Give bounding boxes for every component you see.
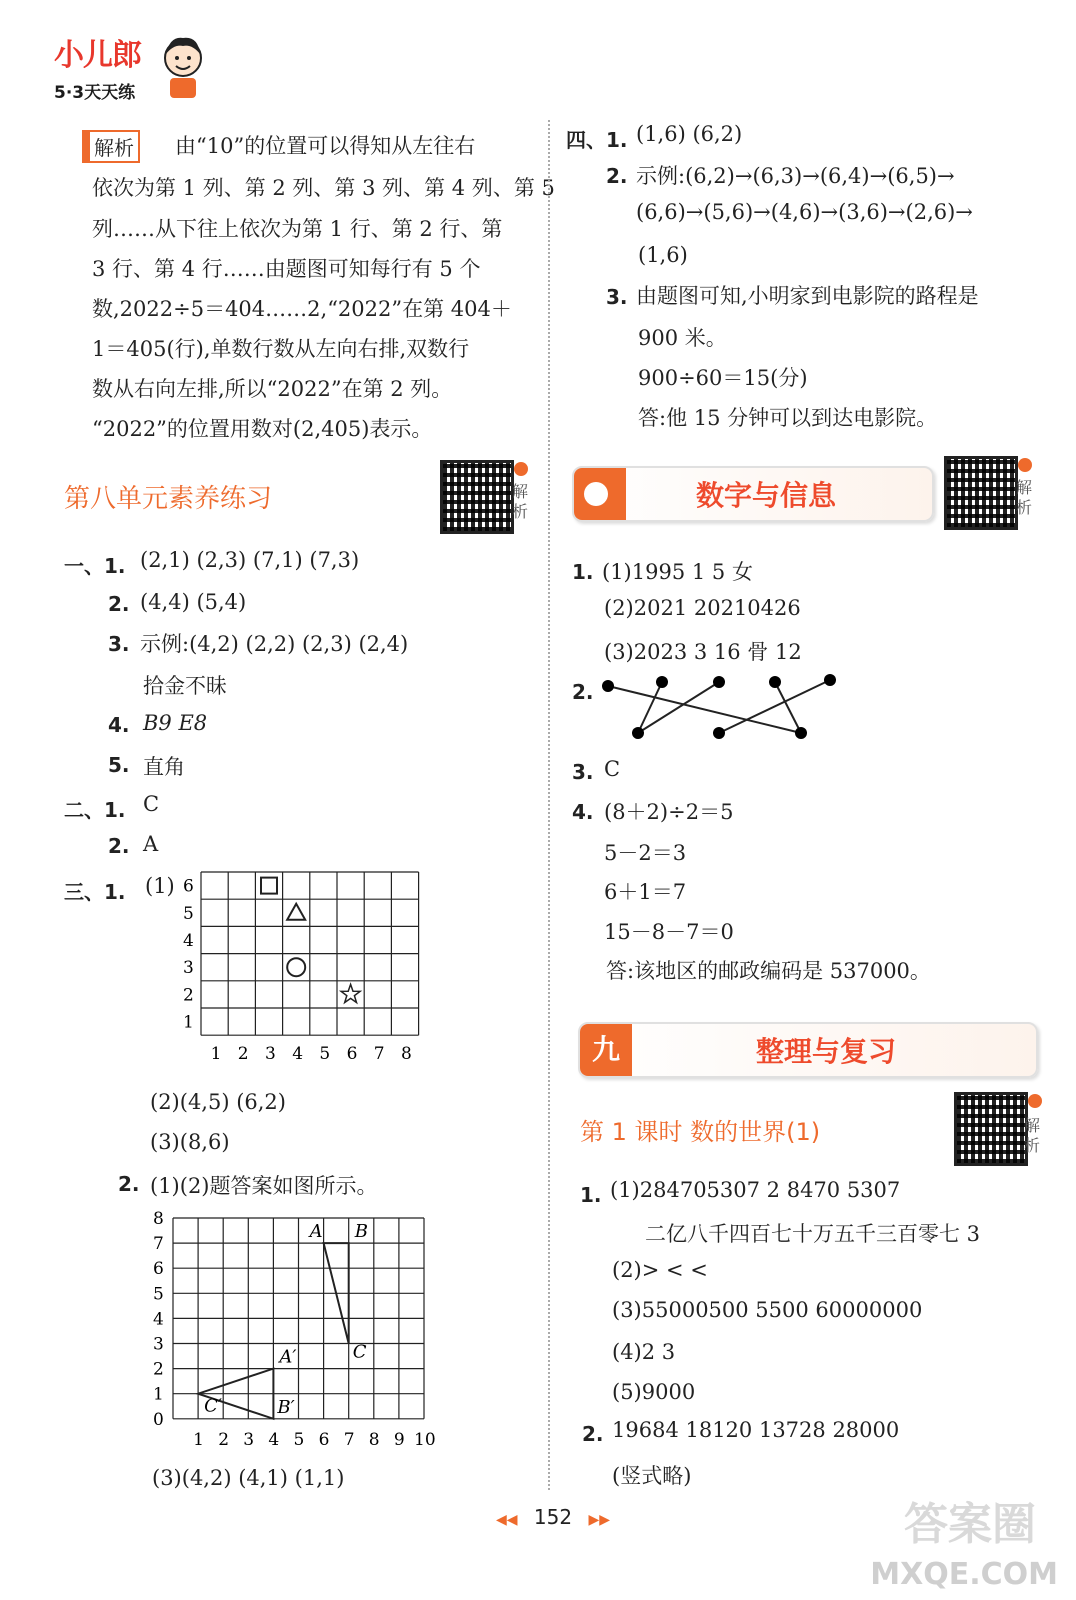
s1-label: 一、1. xyxy=(64,554,126,578)
section-banner-review xyxy=(578,1022,1038,1078)
watermark: MXQE.COM xyxy=(870,1557,1058,1592)
s4-q1: (1,6) (6,2) xyxy=(636,122,743,146)
e2-b: (竖式略) xyxy=(612,1464,692,1488)
y-tick-label: 0 xyxy=(153,1409,164,1430)
lesson-title: 第 1 课时 数的世界(1) xyxy=(580,1118,821,1146)
s1-q3: 示例:(4,2) (2,2) (2,3) (2,4) xyxy=(140,632,409,656)
e1-b: 二亿八千四百七十万五千三百零七 3 xyxy=(645,1222,981,1246)
section-banner-digits xyxy=(572,466,934,522)
y-tick-label: 4 xyxy=(153,1309,164,1330)
s3-q1-2: (2)(4,5) (6,2) xyxy=(150,1090,286,1114)
e2-num: 2. xyxy=(582,1422,604,1446)
point-label: A′ xyxy=(279,1346,297,1368)
e1-d: (3)55000500 5500 60000000 xyxy=(612,1298,923,1322)
s3-q1: (1) xyxy=(145,874,175,898)
analysis-line: 数从右向左排,所以“2022”在第 2 列。 xyxy=(92,377,453,401)
x-tick-label: 7 xyxy=(373,1044,385,1065)
play-icon xyxy=(1018,458,1032,472)
watermark-cn: 答案圈 xyxy=(904,1499,1036,1550)
match-dot xyxy=(713,676,725,688)
analysis-line: 3 行、第 4 行……由题图可知每行有 5 个 xyxy=(92,257,481,281)
x-tick-label: 10 xyxy=(414,1429,436,1450)
s4-q2-num: 2. xyxy=(606,164,628,188)
qr-label: 解析 xyxy=(1016,478,1033,517)
e1-num: 1. xyxy=(580,1183,602,1207)
match-dot xyxy=(713,727,725,739)
match-line xyxy=(775,682,801,733)
analysis-tag: 解析 xyxy=(88,130,140,163)
x-tick-label: 3 xyxy=(265,1044,276,1065)
analysis-line: 依次为第 1 列、第 2 列、第 3 列、第 4 列、第 5 xyxy=(92,176,555,200)
e1-a: (1)284705307 2 8470 5307 xyxy=(610,1178,901,1202)
s4-q3-num: 3. xyxy=(606,285,628,309)
analysis-line: 列……从下往上依次为第 1 行、第 2 行、第 xyxy=(92,217,503,241)
x-tick-label: 4 xyxy=(292,1044,304,1065)
d1-a: (1)1995 1 5 女 xyxy=(602,560,753,584)
brand-name: 小儿郎 xyxy=(54,38,141,73)
x-tick-label: 2 xyxy=(218,1429,230,1450)
qr-code-icon[interactable] xyxy=(954,1092,1028,1166)
s4-q2-b: (6,6)→(5,6)→(4,6)→(3,6)→(2,6)→ xyxy=(636,200,973,224)
y-tick-label: 1 xyxy=(153,1384,164,1405)
s2-q2-num: 2. xyxy=(108,834,130,858)
series-name: 5·3天天练 xyxy=(54,83,136,103)
x-tick-label: 5 xyxy=(319,1044,331,1065)
d2-num: 2. xyxy=(572,680,594,704)
qr-code-icon[interactable] xyxy=(440,460,514,534)
d3: C xyxy=(604,757,621,781)
circle-mark xyxy=(287,958,305,976)
y-tick-label: 4 xyxy=(183,931,194,951)
banner-title: 数字与信息 xyxy=(696,479,837,512)
analysis-line: “2022”的位置用数对(2,405)表示。 xyxy=(92,417,433,441)
analysis-line: 由“10”的位置可以得知从左往右 xyxy=(175,134,476,158)
s3-q2-3: (3)(4,2) (4,1) (1,1) xyxy=(152,1466,345,1490)
s4-q2-a: 示例:(6,2)→(6,3)→(6,4)→(6,5)→ xyxy=(636,164,955,188)
qr-label: 解析 xyxy=(512,482,529,521)
s1-q3-num: 3. xyxy=(108,632,130,656)
banner-title: 整理与复习 xyxy=(756,1035,897,1068)
square-mark xyxy=(261,878,277,894)
d3-num: 3. xyxy=(572,760,594,784)
s3-label: 三、1. xyxy=(64,880,126,904)
s3-q2-num: 2. xyxy=(118,1172,140,1196)
d4-a: (8＋2)÷2＝5 xyxy=(604,800,734,824)
e2-a: 19684 18120 13728 28000 xyxy=(612,1418,900,1442)
next-page-icon[interactable]: ▶▶ xyxy=(588,1512,610,1528)
qr-label: 解析 xyxy=(1024,1116,1041,1155)
e1-e: (4)2 3 xyxy=(612,1340,676,1364)
point-label: B xyxy=(354,1221,368,1243)
banner-chapter-tag: 九 xyxy=(580,1024,632,1076)
s4-q3-a: 由题图可知,小明家到电影院的路程是 xyxy=(636,284,979,308)
page-number: 152 xyxy=(533,1505,573,1529)
s1-q4-num: 4. xyxy=(108,713,130,737)
x-tick-label: 5 xyxy=(293,1429,305,1450)
s1-q2: (4,4) (5,4) xyxy=(140,590,247,614)
column-divider xyxy=(548,120,550,1490)
y-tick-label: 3 xyxy=(183,958,194,979)
triangle-mark xyxy=(287,904,305,920)
play-icon xyxy=(514,462,528,476)
d4-d: 15－8－7＝0 xyxy=(604,920,734,944)
coordinate-grid-1 xyxy=(175,868,435,1068)
match-dot xyxy=(632,727,644,739)
s4-q2-c: (1,6) xyxy=(638,243,688,267)
y-tick-label: 3 xyxy=(153,1334,164,1355)
x-tick-label: 4 xyxy=(268,1429,280,1450)
d4-c: 6＋1＝7 xyxy=(604,880,687,904)
point-label: C xyxy=(352,1341,367,1363)
match-dot xyxy=(824,674,836,686)
brand-logo xyxy=(52,30,212,105)
x-tick-label: 9 xyxy=(393,1429,405,1450)
e1-f: (5)9000 xyxy=(612,1380,696,1404)
x-tick-label: 1 xyxy=(193,1429,204,1450)
x-tick-label: 3 xyxy=(243,1429,255,1450)
y-tick-label: 2 xyxy=(183,985,194,1006)
s3-q2: (1)(2)题答案如图所示。 xyxy=(150,1174,378,1198)
s3-q1-3: (3)(8,6) xyxy=(150,1130,230,1154)
pager xyxy=(496,1505,610,1529)
mascot-icon xyxy=(160,34,206,100)
x-tick-label: 8 xyxy=(401,1044,412,1065)
s4-q3-d: 答:他 15 分钟可以到达电影院。 xyxy=(638,406,938,430)
y-tick-label: 7 xyxy=(153,1234,164,1255)
point-label: A xyxy=(309,1221,323,1243)
s1-q3b: 拾金不昧 xyxy=(143,674,227,698)
y-tick-label: 5 xyxy=(183,903,194,924)
x-tick-label: 7 xyxy=(343,1429,355,1450)
x-tick-label: 1 xyxy=(210,1044,222,1065)
e1-c: (2)> < < xyxy=(612,1258,708,1282)
s4-label: 四、1. xyxy=(566,128,628,152)
s2-q2: A xyxy=(143,832,159,856)
qr-code-icon[interactable] xyxy=(944,456,1018,530)
s2-label: 二、1. xyxy=(64,798,126,822)
match-dot xyxy=(656,676,668,688)
analysis-line: 数,2022÷5＝404……2,“2022”在第 404＋ xyxy=(92,297,512,321)
analysis-line: 1＝405(行),单数行数从左向右排,双数行 xyxy=(92,337,470,361)
star-mark xyxy=(341,984,360,1002)
d1-num: 1. xyxy=(572,560,594,584)
point-label: B′ xyxy=(277,1396,295,1418)
d4-num: 4. xyxy=(572,800,594,824)
match-dot xyxy=(795,727,807,739)
banner-circle-tag xyxy=(574,468,626,520)
d4-e: 答:该地区的邮政编码是 537000。 xyxy=(606,959,931,983)
y-tick-label: 8 xyxy=(153,1209,164,1229)
y-tick-label: 1 xyxy=(183,1012,194,1033)
s1-q1: (2,1) (2,3) (7,1) (7,3) xyxy=(140,548,360,572)
y-tick-label: 2 xyxy=(153,1359,164,1380)
x-tick-label: 6 xyxy=(346,1044,358,1065)
d4-b: 5－2＝3 xyxy=(604,841,687,865)
s2-q1: C xyxy=(143,792,160,816)
y-tick-label: 6 xyxy=(153,1259,164,1280)
s1-q5-num: 5. xyxy=(108,753,130,777)
prev-page-icon[interactable]: ◀◀ xyxy=(496,1512,518,1528)
s1-q4: B9 E8 xyxy=(143,711,208,735)
s1-q2-num: 2. xyxy=(108,592,130,616)
match-line xyxy=(608,686,801,733)
y-tick-label: 5 xyxy=(153,1284,164,1305)
point-label: C′ xyxy=(204,1395,222,1417)
x-tick-label: 2 xyxy=(237,1044,249,1065)
s1-q5: 直角 xyxy=(143,755,185,779)
d1-b: (2)2021 20210426 xyxy=(604,596,801,620)
x-tick-label: 8 xyxy=(368,1429,380,1450)
play-icon xyxy=(1028,1094,1042,1108)
s4-q3-c: 900÷60＝15(分) xyxy=(638,366,808,390)
matching-diagram xyxy=(598,670,843,745)
s4-q3-b: 900 米。 xyxy=(638,326,727,350)
unit8-title: 第八单元素养练习 xyxy=(64,484,273,514)
x-tick-label: 6 xyxy=(318,1429,330,1450)
y-tick-label: 6 xyxy=(183,876,194,897)
coordinate-grid-2 xyxy=(145,1208,445,1453)
match-dot xyxy=(769,676,781,688)
match-dot xyxy=(602,680,614,692)
d1-c: (3)2023 3 16 骨 12 xyxy=(604,640,802,664)
